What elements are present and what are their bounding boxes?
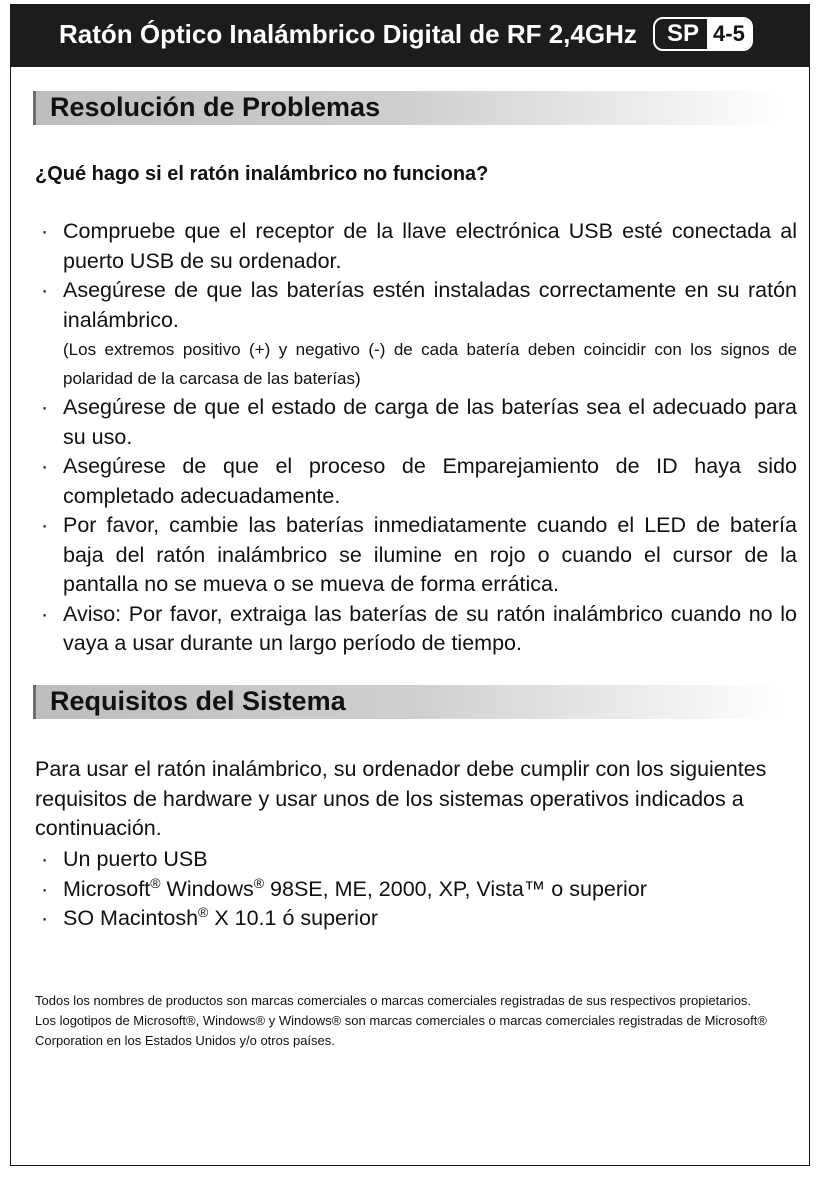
list-item-text: Un puerto USB — [63, 847, 208, 871]
troubleshooting-list — [37, 217, 797, 659]
bullet-symbol: · — [41, 278, 49, 302]
windows-text-part3: 98SE, ME, 2000, XP, Vista™ o superior — [264, 876, 647, 901]
legal-footer — [35, 991, 795, 1051]
list-item-text: Aviso: Por favor, extraiga las baterías de su ratón inalámbrico cuando no lo vaya a usar durante un largo período de tiempo. — [63, 601, 797, 655]
bullet-symbol: · — [41, 454, 49, 478]
bullet-symbol: · — [41, 847, 49, 871]
requirements-heading-text: Requisitos del Sistema — [50, 686, 346, 716]
registered-mark: ® — [150, 874, 161, 891]
list-item — [37, 845, 797, 875]
mac-text-part1: SO Macintosh — [63, 906, 199, 930]
troubleshooting-heading-text: Resolución de Problemas — [50, 92, 381, 122]
requirements-intro: Para usar el ratón inalámbrico, su ordenador debe cumplir con los siguientes requisitos de hardware y usar unos de los sistemas operativos indicados a continuación. — [35, 757, 767, 840]
bullet-symbol: · — [41, 601, 49, 626]
troubleshooting-heading — [33, 91, 785, 125]
list-item-text — [63, 906, 378, 930]
list-item-text: Asegúrese de que el estado de carga de las baterías sea el adecuado para su uso. — [63, 395, 797, 449]
registered-mark: ® — [253, 874, 265, 891]
bullet-symbol: · — [41, 219, 49, 243]
battery-polarity-note: (Los extremos positivo (+) y negativo (-) de cada batería deben coincidir con los signos de polaridad de la carcasa de las baterías) — [63, 340, 797, 388]
bullet-symbol: · — [41, 395, 49, 419]
list-item-text: Compruebe que el receptor de la llave electrónica USB esté conectada al puerto USB de su ordenador. — [63, 219, 797, 273]
list-item — [37, 452, 797, 511]
registered-mark: ® — [198, 904, 209, 920]
product-title: Ratón Óptico Inalámbrico Digital de RF 2,4GHz — [59, 19, 637, 49]
list-item-text — [63, 874, 647, 901]
list-item — [37, 904, 797, 934]
windows-text-part2: Windows — [160, 876, 254, 901]
list-item — [37, 600, 797, 659]
bullet-symbol: · — [41, 876, 49, 901]
header-bar — [11, 5, 809, 67]
list-item — [37, 276, 797, 393]
list-item-text: Asegúrese de que el proceso de Emparejamiento de ID haya sido completado adecuadamente. — [63, 454, 797, 508]
list-item-text: Por favor, cambie las baterías inmediatamente cuando el LED de batería baja del ratón inalámbrico se ilumine en rojo o cuando el cursor de la pantalla no se mueva o se mueva de forma errática. — [63, 513, 797, 596]
requirements-list — [37, 845, 797, 934]
list-item-text: Asegúrese de que las baterías estén instaladas correctamente en su ratón inalámbrico. — [63, 278, 797, 332]
list-item — [37, 875, 797, 905]
bullet-symbol: · — [41, 906, 49, 930]
page-number: 4-5 — [707, 19, 751, 49]
list-item — [37, 511, 797, 600]
language-code: SP — [667, 20, 700, 47]
list-item — [37, 217, 797, 276]
troubleshooting-question: ¿Qué hago si el ratón inalámbrico no funciona? — [35, 163, 489, 185]
mac-text-part2: X 10.1 ó superior — [208, 906, 379, 930]
trademark-notice: Todos los nombres de productos son marcas comerciales o marcas comerciales registradas de sus respectivos propietarios. — [35, 993, 752, 1008]
list-item — [37, 393, 797, 452]
requirements-heading — [33, 685, 785, 719]
windows-text-part1: Microsoft — [63, 876, 151, 901]
language-page-badge — [653, 17, 753, 51]
manual-page — [10, 4, 810, 1166]
bullet-symbol: · — [41, 513, 49, 537]
logo-notice: Los logotipos de Microsoft®, Windows® y Windows® son marcas comerciales o marcas comerciales registradas de Microsoft® Corporation en los Estados Unidos y/o otros países. — [35, 1013, 767, 1048]
